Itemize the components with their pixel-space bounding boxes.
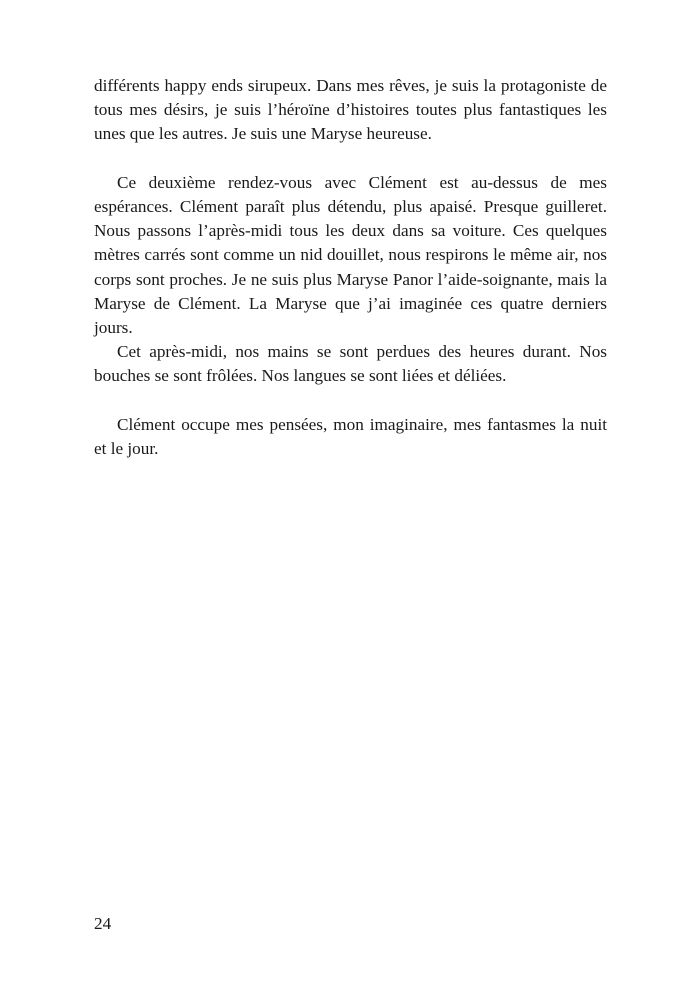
paragraph-thoughts: Clément occupe mes pensées, mon imaginaire, mes fantasmes la nuit et le jour. (94, 414, 607, 459)
paragraph-gap (94, 389, 607, 413)
page-number: 24 (94, 914, 112, 933)
paragraph-continuation: différents happy ends sirupeux. Dans mes rêves, je suis la protagoniste de tous mes désirs, je suis l’héroïne d’histoires toutes plus fantastiques les unes que les autres. Je suis une Maryse heureuse. (94, 76, 607, 144)
body-text (94, 74, 607, 461)
paragraph-gap (94, 147, 607, 171)
paragraph-second-meeting: Ce deuxième rendez-vous avec Clément est au-dessus de mes espérances. Clément paraît plus détendu, plus apaisé. Presque guilleret. Nous passons l’après-midi tous les deux dans sa voiture. Ces quelques mètres carrés sont comme un nid douillet, nous respirons le même air, nos corps sont proches. Je ne suis plus Maryse Panor l’aide-soignante, mais la Maryse de Clément. La Maryse que j’ai imaginée ces quatre derniers jours. (94, 172, 607, 338)
paragraph-afternoon: Cet après-midi, nos mains se sont perdues des heures durant. Nos bouches se sont frôlées. Nos langues se sont liées et déliées. (94, 342, 607, 386)
